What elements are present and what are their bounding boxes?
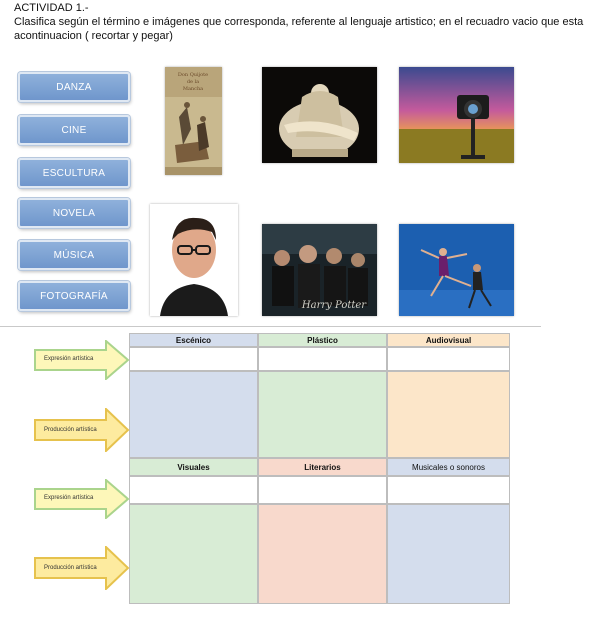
table2-expresion-literarios[interactable] [258,476,387,504]
quijote-book-image[interactable] [165,67,222,175]
table1-expresion-plastico[interactable] [258,347,387,371]
table2-header-musicales: Musicales o sonoros [387,458,510,476]
table2-produccion-visuales[interactable] [129,504,258,604]
arrow-label: Producción artística [44,565,97,571]
camera-sunset-image[interactable] [399,67,514,163]
table2-header-literarios: Literarios [258,458,387,476]
arrow-expresion-1 [34,340,130,380]
arrow-expresion-2 [34,479,130,519]
table2-header-visuales: Visuales [129,458,258,476]
harry-potter-image[interactable] [262,224,377,316]
category-cine[interactable]: CINE [18,115,130,145]
table1-header-audiovisual: Audiovisual [387,333,510,347]
activity-instructions: Clasifica según el término e imágenes que corresponda, referente al lenguaje artistico; en el recuadro vacio que esta acontinuacion ( recortar y pegar) [14,16,584,42]
category-fotografia[interactable]: FOTOGRAFÍA [18,281,130,311]
piedad-sculpture-image[interactable] [262,67,377,163]
category-danza[interactable]: DANZA [18,72,130,102]
section-divider [0,326,541,327]
arrow-label: Expresión artística [44,495,94,501]
svg-text:de la: de la [186,79,200,85]
table2-expresion-visuales[interactable] [129,476,258,504]
table1-header-plastico: Plástico [258,333,387,347]
arrow-produccion-2 [34,546,130,590]
table1-expresion-audiovisual[interactable] [387,347,510,371]
category-musica[interactable]: MÚSICA [18,240,130,270]
table1-expresion-escenico[interactable] [129,347,258,371]
table1-produccion-audiovisual[interactable] [387,371,510,458]
table2-produccion-literarios[interactable] [258,504,387,604]
category-escultura[interactable]: ESCULTURA [18,158,130,188]
category-novela[interactable]: NOVELA [18,198,130,228]
table1-produccion-escenico[interactable] [129,371,258,458]
arrow-label: Producción artística [44,427,97,433]
arrow-label: Expresión artística [44,356,94,362]
table2-produccion-musicales[interactable] [387,504,510,604]
table1-header-escenico: Escénico [129,333,258,347]
svg-text:Don Quijote: Don Quijote [177,72,209,78]
svg-text:Mancha: Mancha [182,86,204,92]
svg-text:Harry Potter: Harry Potter [301,300,367,311]
activity-title: ACTIVIDAD 1.- [14,2,89,14]
singer-portrait-image[interactable] [150,204,238,316]
table2-expresion-musicales[interactable] [387,476,510,504]
arrow-produccion-1 [34,408,130,452]
ballet-dancers-image[interactable] [399,224,514,316]
table1-produccion-plastico[interactable] [258,371,387,458]
